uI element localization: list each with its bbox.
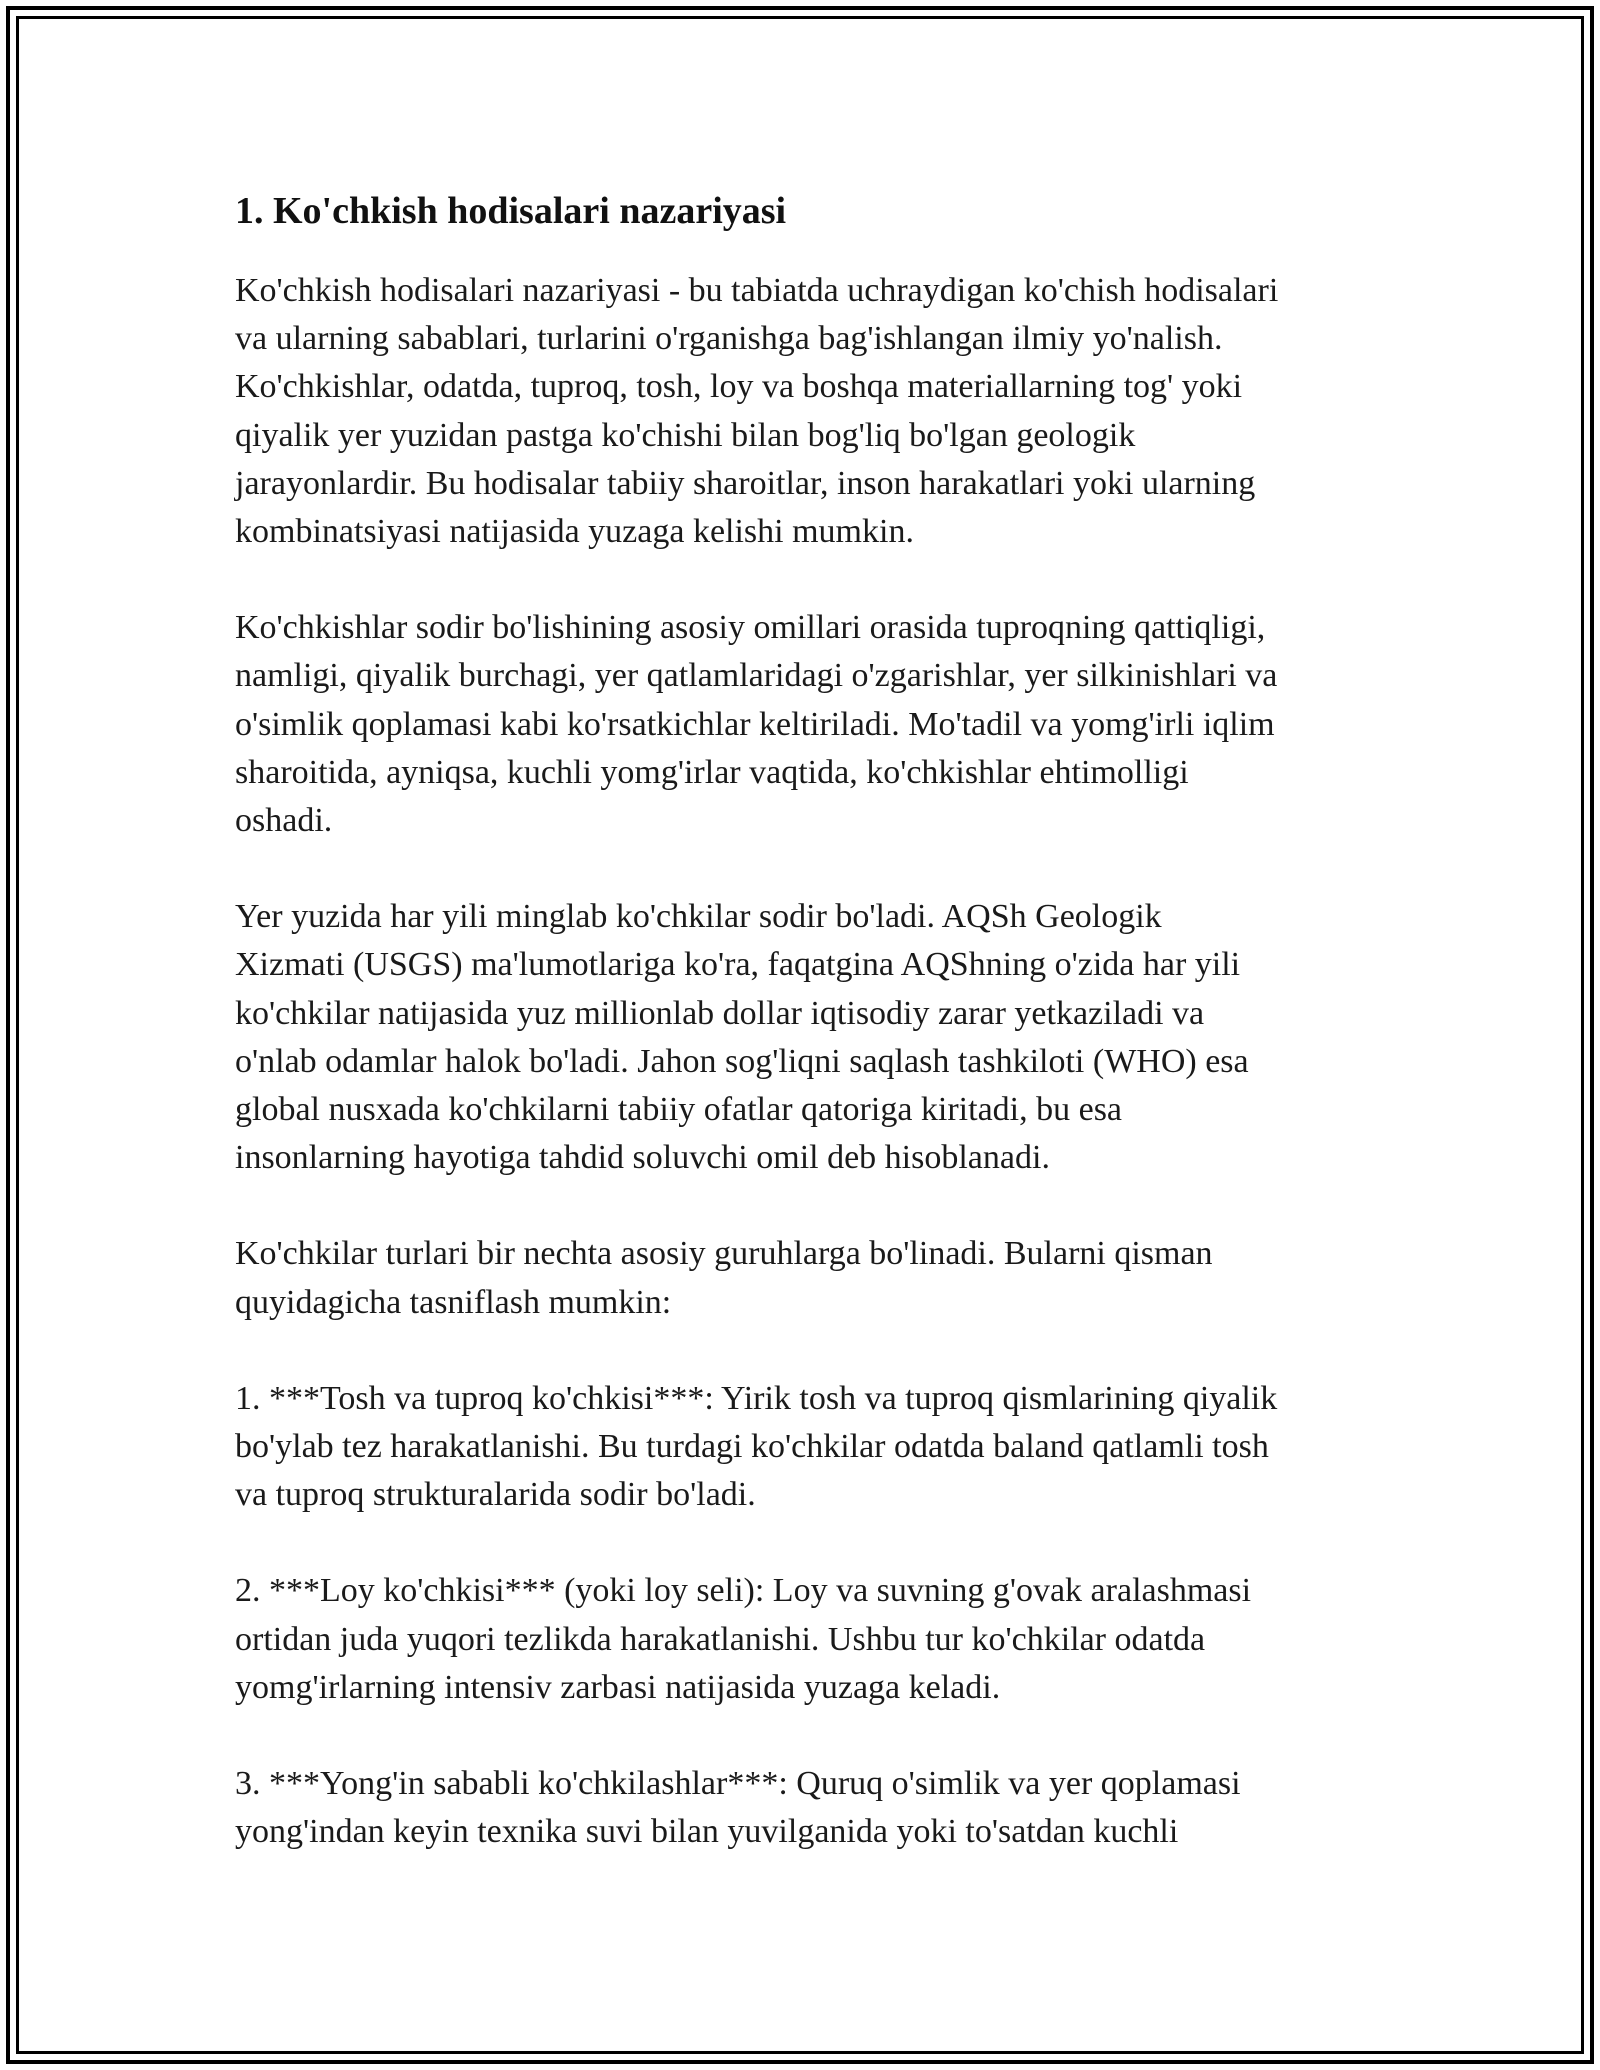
section-heading: 1. Ko'chkish hodisalari nazariyasi <box>235 190 787 232</box>
paragraph-line: o'simlik qoplamasi kabi ko'rsatkichlar keltiriladi. Mo'tadil va yomg'irli iqlim <box>235 705 1275 743</box>
paragraph-line: jarayonlardir. Bu hodisalar tabiiy sharoitlar, inson harakatlari yoki ularning <box>235 464 1256 502</box>
paragraph-line: ko'chkilar natijasida yuz millionlab dollar iqtisodiy zarar yetkaziladi va <box>235 994 1205 1032</box>
paragraph-line: sharoitida, ayniqsa, kuchli yomg'irlar vaqtida, ko'chkishlar ehtimolligi <box>235 753 1189 791</box>
paragraph-line: ortidan juda yuqori tezlikda harakatlanishi. Ushbu tur ko'chkilar odatda <box>235 1620 1206 1658</box>
paragraph-line: Yer yuzida har yili minglab ko'chkilar sodir bo'ladi. AQSh Geologik <box>235 898 1162 936</box>
paragraph-line: quyidagicha tasniflash mumkin: <box>235 1283 672 1321</box>
paragraph-line: Ko'chkilar turlari bir nechta asosiy guruhlarga bo'linadi. Bularni qisman <box>235 1235 1213 1273</box>
paragraph-line: yong'indan keyin texnika suvi bilan yuvilganida yoki to'satdan kuchli <box>235 1813 1179 1851</box>
document-body <box>235 186 1385 1904</box>
paragraph-line: va ularning sabablari, turlarini o'rganishga bag'ishlangan ilmiy yo'nalish. <box>235 320 1223 358</box>
paragraph-line: bo'ylab tez harakatlanishi. Bu turdagi ko'chkilar odatda baland qatlamli tosh <box>235 1428 1269 1466</box>
paragraph <box>235 1567 1385 1712</box>
paragraph <box>235 893 1385 1182</box>
paragraph-line: yomg'irlarning intensiv zarbasi natijasida yuzaga keladi. <box>235 1668 1001 1706</box>
paragraph-line: va tuproq strukturalarida sodir bo'ladi. <box>235 1476 756 1514</box>
paragraph <box>235 1375 1385 1520</box>
paragraph-line: insonlarning hayotiga tahdid soluvchi omil deb hisoblanadi. <box>235 1139 1050 1177</box>
paragraph <box>235 1760 1385 1856</box>
paragraph-line: global nusxada ko'chkilarni tabiiy ofatlar qatoriga kiritadi, bu esa <box>235 1091 1123 1129</box>
paragraph-line: Ko'chkishlar sodir bo'lishining asosiy omillari orasida tuproqning qattiqligi, <box>235 609 1266 647</box>
paragraph-line: 1. ***Tosh va tuproq ko'chkisi***: Yirik tosh va tuproq qismlarining qiyalik <box>235 1379 1278 1417</box>
paragraph-line: Xizmati (USGS) ma'lumotlariga ko'ra, faqatgina AQShning o'zida har yili <box>235 946 1241 984</box>
paragraph-line: Ko'chkishlar, odatda, tuproq, tosh, loy va boshqa materiallarning tog' yoki <box>235 368 1243 406</box>
paragraph <box>235 267 1385 556</box>
paragraph-line: 2. ***Loy ko'chkisi*** (yoki loy seli): Loy va suvning g'ovak aralashmasi <box>235 1572 1252 1610</box>
paragraph <box>235 604 1385 845</box>
paragraph-line: o'nlab odamlar halok bo'ladi. Jahon sog'liqni saqlash tashkiloti (WHO) esa <box>235 1042 1249 1080</box>
paragraph-line: qiyalik yer yuzidan pastga ko'chishi bilan bog'liq bo'lgan geologik <box>235 416 1136 454</box>
paragraph-line: namligi, qiyalik burchagi, yer qatlamlaridagi o'zgarishlar, yer silkinishlari va <box>235 657 1278 695</box>
paragraph <box>235 1230 1385 1326</box>
paragraph-line: oshadi. <box>235 802 333 840</box>
paragraph-line: 3. ***Yong'in sababli ko'chkilashlar***: Quruq o'simlik va yer qoplamasi <box>235 1765 1241 1803</box>
paragraph-line: Ko'chkish hodisalari nazariyasi - bu tabiatda uchraydigan ko'chish hodisalari <box>235 272 1279 309</box>
paragraph-line: kombinatsiyasi natijasida yuzaga kelishi mumkin. <box>235 513 914 551</box>
paragraph-list <box>235 267 1385 1856</box>
